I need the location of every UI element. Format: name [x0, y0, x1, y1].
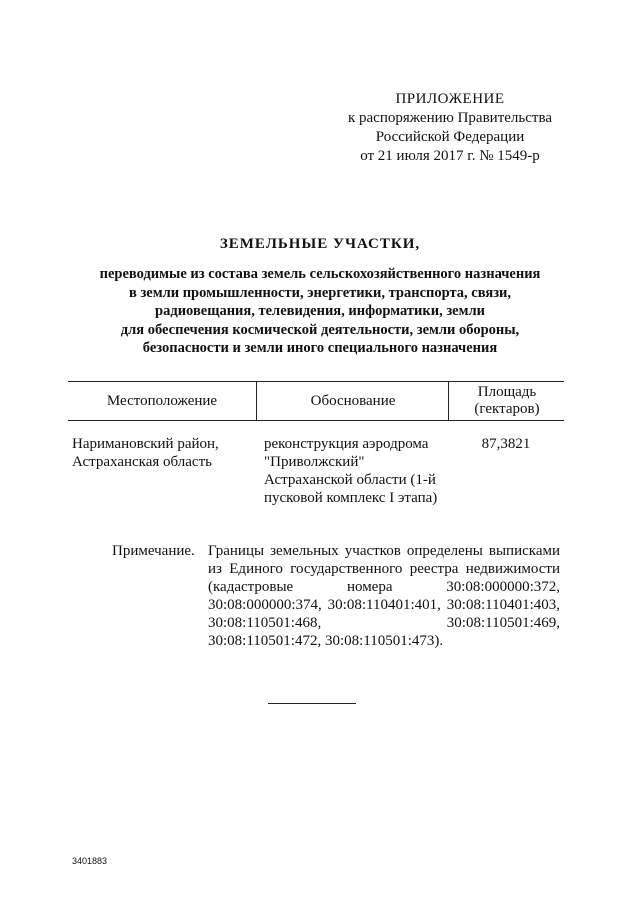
closing-divider	[268, 703, 356, 704]
header-basis: Обоснование	[256, 382, 449, 420]
cell-location: Наримановский район, Астраханская область	[72, 436, 219, 470]
document-number: 3401883	[72, 856, 108, 866]
appendix-title: ПРИЛОЖЕНИЕ	[395, 91, 505, 107]
appendix-line-3: от 21 июля 2017 г. № 1549-р	[360, 148, 540, 164]
note-text	[208, 542, 560, 650]
appendix-block	[330, 90, 570, 166]
header-location: Местоположение	[106, 392, 218, 409]
document-heading	[60, 236, 580, 358]
heading-line-2: в земли промышленности, энергетики, транспорта, связи,	[128, 284, 512, 301]
appendix-line-2: Российской Федерации	[375, 129, 525, 145]
table-row	[68, 435, 564, 527]
heading-line-3: радиовещания, телевидения, информатики, земли	[155, 303, 485, 319]
heading-title: ЗЕМЕЛЬНЫЕ УЧАСТКИ,	[219, 236, 421, 252]
cell-basis: реконструкция аэродрома "Приволжский" Астраханской области (1-й пусковой комплекс I этапа)	[264, 436, 438, 506]
header-area: Площадь (гектаров)	[448, 382, 565, 420]
table-header-row	[68, 381, 564, 421]
heading-line-4: для обеспечения космической деятельности, земли обороны,	[120, 321, 520, 338]
land-plots-table	[68, 381, 564, 527]
heading-line-1: переводимые из состава земель сельскохозяйственного назначения	[99, 266, 541, 282]
heading-line-5: безопасности и земли иного специального назначения	[142, 340, 498, 356]
note-text-last: 30:08:110501:472, 30:08:110501:473).	[208, 633, 444, 649]
note-text-main: Границы земельных участков определены выписками из Единого государственного реестра недвижимости (кадастровые номера 30:08:000000:372, 30:08:000000:374, 30:08:110401:401, 30:08:110401:403, 30:08:110501:468, 30:08:110501:469,	[208, 543, 560, 631]
note-label: Примечание.	[112, 543, 195, 559]
appendix-line-1: к распоряжению Правительства	[347, 110, 552, 126]
cell-area: 87,3821	[481, 436, 531, 452]
